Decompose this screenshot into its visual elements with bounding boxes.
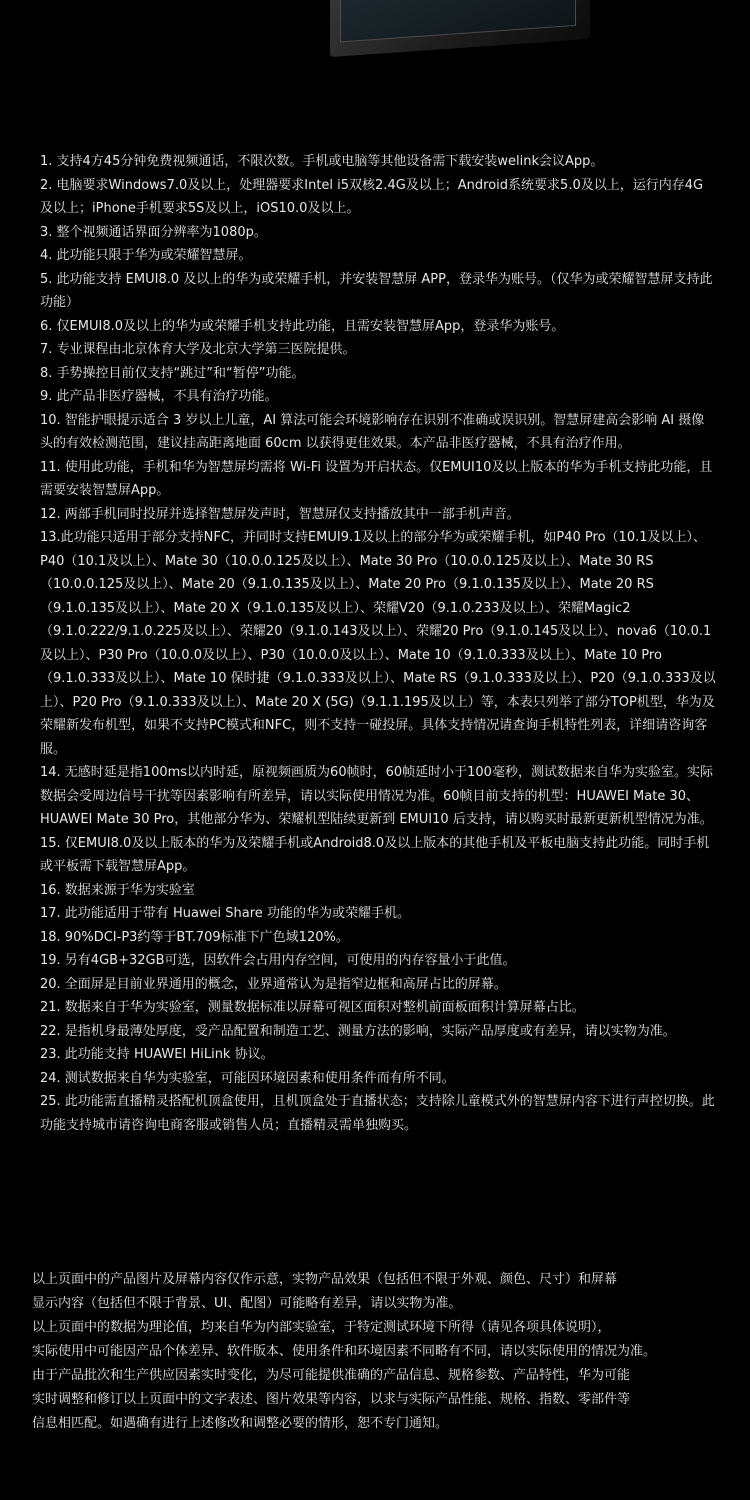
footnote-13: 13.此功能只适用于部分支持NFC，并同时支持EMUI9.1及以上的部分华为或荣耀手机，如P40 Pro（10.1及以上）、P40（10.1及以上）、Mate 30（10.0.0.125及以上）、Mate 30 Pro（10.0.0.125及以上）、Mate 30 RS（10.0.0.125及以上）、Mate 20（9.1.0.135及以上）、Mate 20 Pro（9.1.0.135及以上）、Mate 20 RS（9.1.0.135及以上）、Mate 20 X（9.1.0.135及以上）、荣耀V20（9.1.0.233及以上）、荣耀Magic2（9.1.0.222/9.1.0.225及以上）、荣耀20（9.1.0.143及以上）、荣耀20 Pro（9.1.0.145及以上）、nova6（10.0.1及以上）、P30 Pro（10.0.0及以上）、P30（10.0.0及以上）、Mate 10（9.1.0.333及以上）、Mate 10 Pro（9.1.0.333及以上）、Mate 10 保时捷（9.1.0.333及以上）、Mate RS（9.1.0.333及以上）、P20（9.1.0.333及以上）、P20 Pro（9.1.0.333及以上）、Mate 20 X (5G)（9.1.1.195及以上）等，本表只列举了部分TOP机型，华为及荣耀新发布机型，如果不支持PC模式和NFC，则不支持一碰投屏。具体支持情况请查询手机特性列表，详细请咨询客服。	[40, 530, 716, 757]
disclaimer-block	[32, 1268, 722, 1436]
footnote-16: 16. 数据来源于华为实验室	[40, 882, 195, 898]
footnote-6: 6. 仅EMUI8.0及以上的华为或荣耀手机支持此功能，且需安装智慧屏App，登录华为账号。	[40, 318, 565, 334]
device-screen	[340, 0, 576, 42]
disclaimer-line: 以上页面中的产品图片及屏幕内容仅作示意，实物产品效果（包括但不限于外观、颜色、尺寸）和屏幕	[32, 1272, 618, 1287]
footnote-10: 10. 智能护眼提示适合 3 岁以上儿童，AI 算法可能会环境影响存在识别不准确或误识别。智慧屏建高会影响 AI 摄像头的有效检测范围，建议挂高距离地面 60cm 以获得更佳效果。本产品非医疗器械，不具有治疗作用。	[40, 412, 705, 451]
footnote-21: 21. 数据来自于华为实验室，测量数据标准以屏幕可视区面积对整机前面板面积计算屏幕占比。	[40, 1000, 585, 1015]
footnote-24: 24. 测试数据来自华为实验室，可能因环境因素和使用条件而有所不同。	[40, 1070, 455, 1086]
footnote-14: 14. 无感时延是指100ms以内时延，原视频画质为60帧时，60帧延时小于100毫秒，测试数据来自华为实验室。实际数据会受周边信号干扰等因素影响有所差异，请以实际使用情况为准。60帧目前支持的机型：HUAWEI Mate 30、HUAWEI Mate 30 Pro，其他部分华为、荣耀机型陆续更新到 EMUI10 后支持，请以购买时最新更新机型情况为准。	[40, 765, 713, 827]
disclaimer-line: 实际使用中可能因产品个体差异、软件版本、使用条件和环境因素不同略有不同，请以实际使用的情况为准。	[32, 1344, 657, 1359]
footnotes-list	[40, 150, 716, 1137]
footnote-4: 4. 此功能只限于华为或荣耀智慧屏。	[40, 248, 252, 263]
footnote-23: 23. 此功能支持 HUAWEI HiLink 协议。	[40, 1047, 274, 1062]
disclaimer-line: 实时调整和修订以上页面中的文字表述、图片效果等内容，以求与实际产品性能、规格、指数、零部件等	[32, 1392, 631, 1407]
footnote-19: 19. 另有4GB+32GB可选，因软件会占用内存空间，可使用的内存容量小于此值。	[40, 953, 516, 968]
footnote-7: 7. 专业课程由北京体育大学及北京大学第三医院提供。	[40, 342, 356, 357]
footnote-25: 25. 此功能需直播精灵搭配机顶盒使用，且机顶盒处于直播状态；支持除儿童模式外的智慧屏内容下进行声控切换。此功能支持城市请咨询电商客服或销售人员；直播精灵需单独购买。	[40, 1094, 715, 1133]
footnote-18: 18. 90%DCI-P3约等于BT.709标准下广色域120%。	[40, 929, 349, 945]
footnote-9: 9. 此产品非医疗器械，不具有治疗功能。	[40, 389, 278, 404]
footnote-22: 22. 是指机身最薄处厚度，受产品配置和制造工艺、测量方法的影响，实际产品厚度或有差异，请以实物为准。	[40, 1023, 676, 1039]
footnote-20: 20. 全面屏是目前业界通用的概念，业界通常认为是指窄边框和高屏占比的屏幕。	[40, 976, 507, 992]
footnote-17: 17. 此功能适用于带有 Huawei Share 功能的华为或荣耀手机。	[40, 906, 410, 921]
footnote-2: 2. 电脑要求Windows7.0及以上，处理器要求Intel i5双核2.4G及以上；Android系统要求5.0及以上，运行内存4G及以上；iPhone手机要求5S及以上，iOS10.0及以上。	[40, 177, 704, 216]
disclaimer-line: 信息相匹配。如遇确有进行上述修改和调整必要的情形，恕不专门通知。	[32, 1416, 449, 1431]
disclaimer-line: 由于产品批次和生产供应因素实时变化，为尽可能提供准确的产品信息、规格参数、产品特性，华为可能	[32, 1368, 631, 1383]
footnote-3: 3. 整个视频通话界面分辨率为1080p。	[40, 224, 267, 240]
footnote-8: 8. 手势操控目前仅支持“跳过”和“暂停”功能。	[40, 365, 305, 381]
disclaimer-line: 以上页面中的数据为理论值，均来自华为内部实验室，于特定测试环境下所得（请见各项具体说明），	[32, 1320, 611, 1335]
disclaimer-line: 显示内容（包括但不限于背景、UI、配图）可能略有差异，请以实物为准。	[32, 1296, 462, 1311]
footnote-11: 11. 使用此功能，手机和华为智慧屏均需将 Wi-Fi 设置为开启状态。仅EMUI10及以上版本的华为手机支持此功能，且需要安装智慧屏App。	[40, 459, 713, 498]
footnote-1: 1. 支持4方45分钟免费视频通话，不限次数。手机或电脑等其他设备需下载安装welink会议App。	[40, 154, 604, 169]
footnote-15: 15. 仅EMUI8.0及以上版本的华为及荣耀手机或Android8.0及以上版本的其他手机及平板电脑支持此功能。同时手机或平板需下载智慧屏App。	[40, 835, 710, 874]
footnote-12: 12. 两部手机同时投屏并选择智慧屏发声时，智慧屏仅支持播放其中一部手机声音。	[40, 506, 520, 522]
footnote-5: 5. 此功能支持 EMUI8.0 及以上的华为或荣耀手机，并安装智慧屏 APP，登录华为账号。（仅华为或荣耀智慧屏支持此功能）	[40, 271, 713, 310]
product-device-image	[330, 0, 590, 57]
